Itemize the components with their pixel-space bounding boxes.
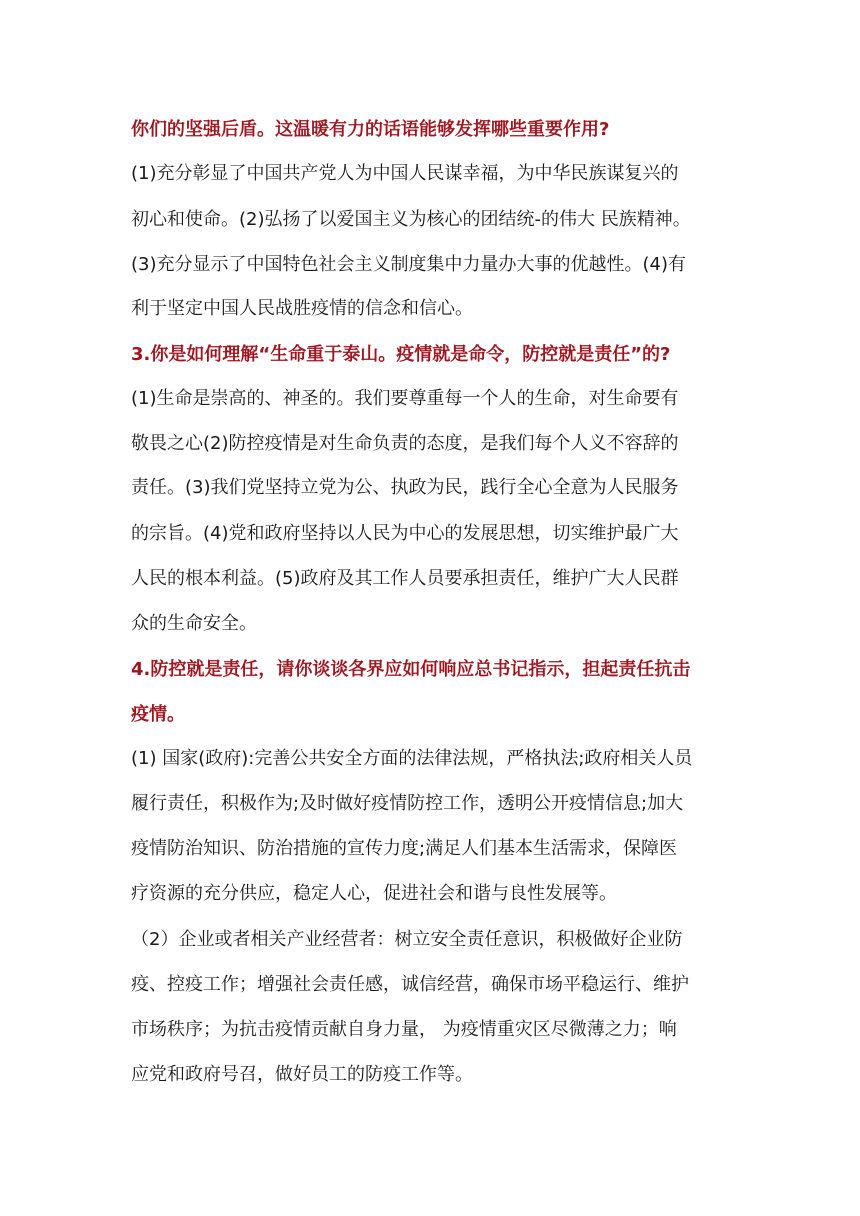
question-3-answer-line: 人民的根本利益。(5)政府及其工作人员要承担责任，维护广大人民群 bbox=[131, 568, 679, 589]
question-4-answer-line: （2）企业或者相关产业经营者：树立安全责任意识，积极做好企业防 bbox=[131, 929, 683, 950]
question-4-answer-line: 应党和政府号召，做好员工的防疫工作等。 bbox=[131, 1064, 473, 1085]
question-2-answer-line: 初心和使命。(2)弘扬了以爱国主义为核心的团结统-的伟大 民族精神。 bbox=[131, 209, 691, 230]
question-2-answer-line: (3)充分显示了中国特色社会主义制度集中力量办大事的优越性。(4)有 bbox=[131, 254, 686, 275]
question-2-title-tail: 你们的坚强后盾。这温暖有力的话语能够发挥哪些重要作用? bbox=[131, 119, 610, 140]
question-4-title-line: 4.防控就是责任，请你谈谈各界应如何响应总书记指示，担起责任抗击 bbox=[131, 659, 691, 680]
question-4-answer-line: 履行责任，积极作为;及时做好疫情防控工作，透明公开疫情信息;加大 bbox=[131, 793, 684, 814]
question-3-answer-line: (1)生命是崇高的、神圣的。我们要尊重每一个人的生命，对生命要有 bbox=[131, 388, 679, 409]
question-4-answer-line: 疗资源的充分供应，稳定人心，促进社会和谐与良性发展等。 bbox=[131, 883, 617, 904]
question-4-answer-line: 疫、控疫工作；增强社会责任感，诚信经营，确保市场平稳运行、维护 bbox=[131, 974, 689, 995]
question-3-answer-line: 的宗旨。(4)党和政府坚持以人民为中心的发展思想，切实维护最广大 bbox=[131, 523, 679, 544]
question-4-answer-line: 疫情防治知识、防治措施的宣传力度;满足人们基本生活需求，保障医 bbox=[131, 838, 678, 859]
question-3-answer-line: 众的生命安全。 bbox=[131, 613, 257, 634]
question-3-answer-line: 敬畏之心(2)防控疫情是对生命负责的态度，是我们每个人义不容辞的 bbox=[131, 433, 679, 454]
question-3-answer-line: 责任。(3)我们党坚持立党为公、执政为民，践行全心全意为人民服务 bbox=[131, 477, 679, 498]
question-3-title: 3.你是如何理解“生命重于泰山。疫情就是命令，防控就是责任”的? bbox=[131, 344, 671, 365]
question-4-answer-line: (1) 国家(政府):完善公共安全方面的法律法规，严格执法;政府相关人员 bbox=[131, 748, 693, 769]
question-4-answer-line: 市场秩序；为抗击疫情贡献自身力量， 为疫情重灾区尽微薄之力；响 bbox=[131, 1019, 677, 1040]
question-4-title-line: 疫情。 bbox=[131, 704, 185, 725]
question-2-answer-line: (1)充分彰显了中国共产党人为中国人民谋幸福，为中华民族谋复兴的 bbox=[131, 163, 679, 184]
question-2-answer-line: 利于坚定中国人民战胜疫情的信念和信心。 bbox=[131, 298, 473, 319]
